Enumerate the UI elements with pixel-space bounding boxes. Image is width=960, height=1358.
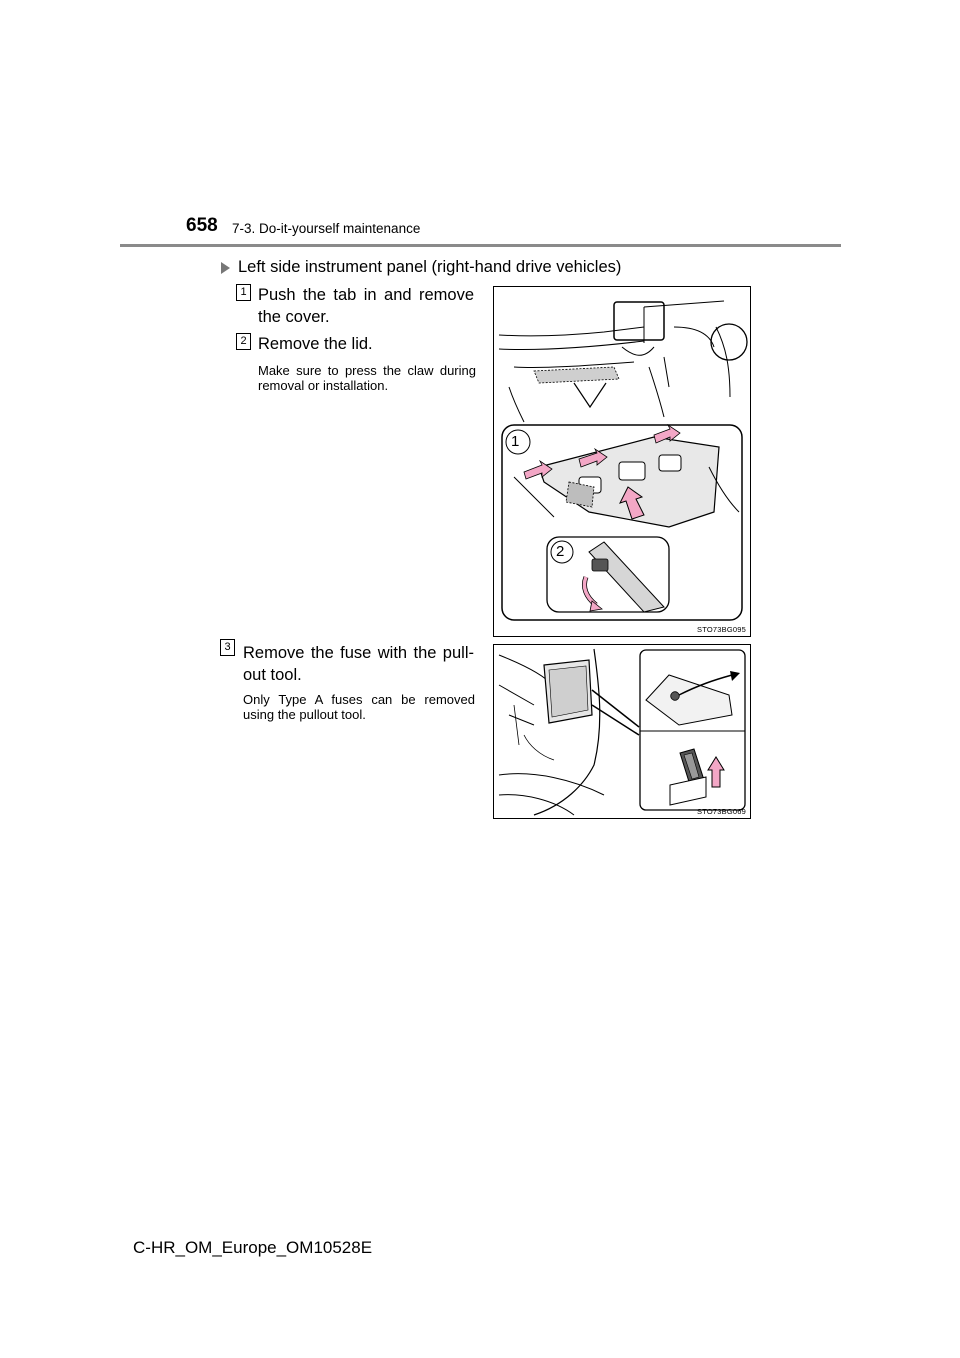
step-3-note: Only Type A fuses can be removed using the pullout tool. bbox=[243, 692, 475, 722]
step-badge-3: 3 bbox=[220, 639, 235, 656]
step-badge-2: 2 bbox=[236, 333, 251, 350]
figure-remove-cover bbox=[493, 286, 751, 637]
figure-code: STO73BG069 bbox=[697, 807, 746, 816]
step-3-text: Remove the fuse with the pull-out tool. bbox=[243, 644, 474, 684]
callout-1: 1 bbox=[511, 433, 520, 450]
figure-code: STO73BG095 bbox=[697, 625, 746, 634]
subsection-heading-text: Left side instrument panel (right-hand drive vehicles) bbox=[238, 258, 622, 276]
step-2-text: Remove the lid. bbox=[258, 335, 373, 353]
step-1-text: Push the tab in and remove the cover. bbox=[258, 286, 474, 326]
page-number: 658 bbox=[186, 215, 218, 236]
section-title: 7-3. Do-it-yourself maintenance bbox=[232, 221, 421, 236]
header-rule bbox=[120, 244, 841, 247]
fuse-box-illustration bbox=[494, 645, 750, 818]
step-badge-1: 1 bbox=[236, 284, 251, 301]
step-2-note: Make sure to press the claw during removal or installation. bbox=[258, 363, 476, 393]
figure-pullout-tool bbox=[493, 644, 751, 819]
callout-2: 2 bbox=[556, 543, 565, 560]
dashboard-illustration bbox=[494, 287, 750, 636]
triangle-bullet-icon bbox=[221, 262, 230, 274]
subsection-heading bbox=[221, 258, 621, 277]
footer-document-id: C-HR_OM_Europe_OM10528E bbox=[133, 1238, 373, 1257]
